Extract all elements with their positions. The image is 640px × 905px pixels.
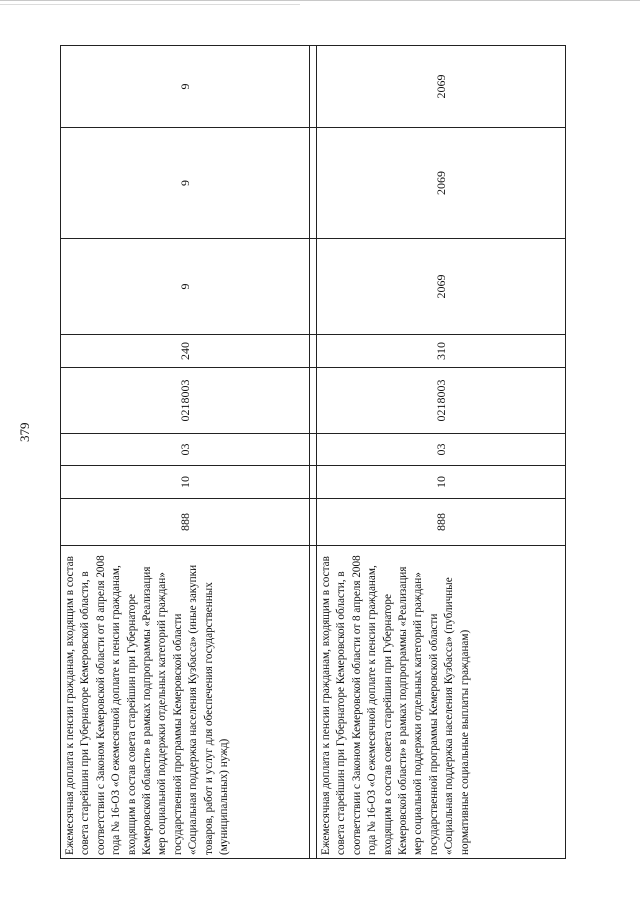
separator-cell [310,499,317,546]
amount-year-1: 9 [61,239,310,335]
separator-cell [310,368,317,434]
budget-table [60,45,566,859]
subsection-code: 03 [61,434,310,466]
amount-year-1: 2069 [317,239,566,335]
ministry-code: 888 [317,499,566,546]
page-number: 379 [17,422,32,442]
row-description: Ежемесячная доплата к пенсии гражданам, входящим в состав совета старейшин при Губернаторе Кемеровской области, в соответствии с Законом Кемеровской области от 8 апреля 2008 года № 16-ОЗ «О ежемесячной доплате к пенсии гражданам, входящим в состав совета старейшин при Губернаторе Кемеровской области» в рамках подпрограммы «Реализация мер социальной поддержки отдельных категорий граждан» государственной программы Кемеровской области «Социальная поддержка населения Кузбасса» (публичные нормативные социальные выплаты гражданам) [317,546,566,859]
separator-cell [310,546,317,859]
amount-year-3: 9 [61,46,310,128]
amount-year-3: 2069 [317,46,566,128]
table-row [61,46,310,859]
separator-cell [310,128,317,239]
scan-edge-line [0,0,640,1]
row-separator [310,46,317,859]
target-article-code: 0218003 [61,368,310,434]
row-description: Ежемесячная доплата к пенсии гражданам, входящим в состав совета старейшин при Губернаторе Кемеровской области, в соответствии с Законом Кемеровской области от 8 апреля 2008 года № 16-ОЗ «О ежемесячной доплате к пенсии гражданам, входящим в состав совета старейшин при Губернаторе Кемеровской области» в рамках подпрограммы «Реализация мер социальной поддержки отдельных категорий граждан» государственной программы Кемеровской области «Социальная поддержка населения Кузбасса» (иные закупки товаров, работ и услуг для обеспечения государственных (муниципальных) нужд) [61,546,310,859]
separator-cell [310,466,317,499]
separator-cell [310,335,317,368]
amount-year-2: 2069 [317,128,566,239]
expense-type-code: 310 [317,335,566,368]
section-code: 10 [317,466,566,499]
separator-cell [310,239,317,335]
subsection-code: 03 [317,434,566,466]
expense-type-code: 240 [61,335,310,368]
amount-year-2: 9 [61,128,310,239]
table-row [317,46,566,859]
separator-cell [310,434,317,466]
ministry-code: 888 [61,499,310,546]
target-article-code: 0218003 [317,368,566,434]
separator-cell [310,46,317,128]
scan-edge-line [0,4,300,5]
section-code: 10 [61,466,310,499]
rotated-table-container [60,46,558,859]
